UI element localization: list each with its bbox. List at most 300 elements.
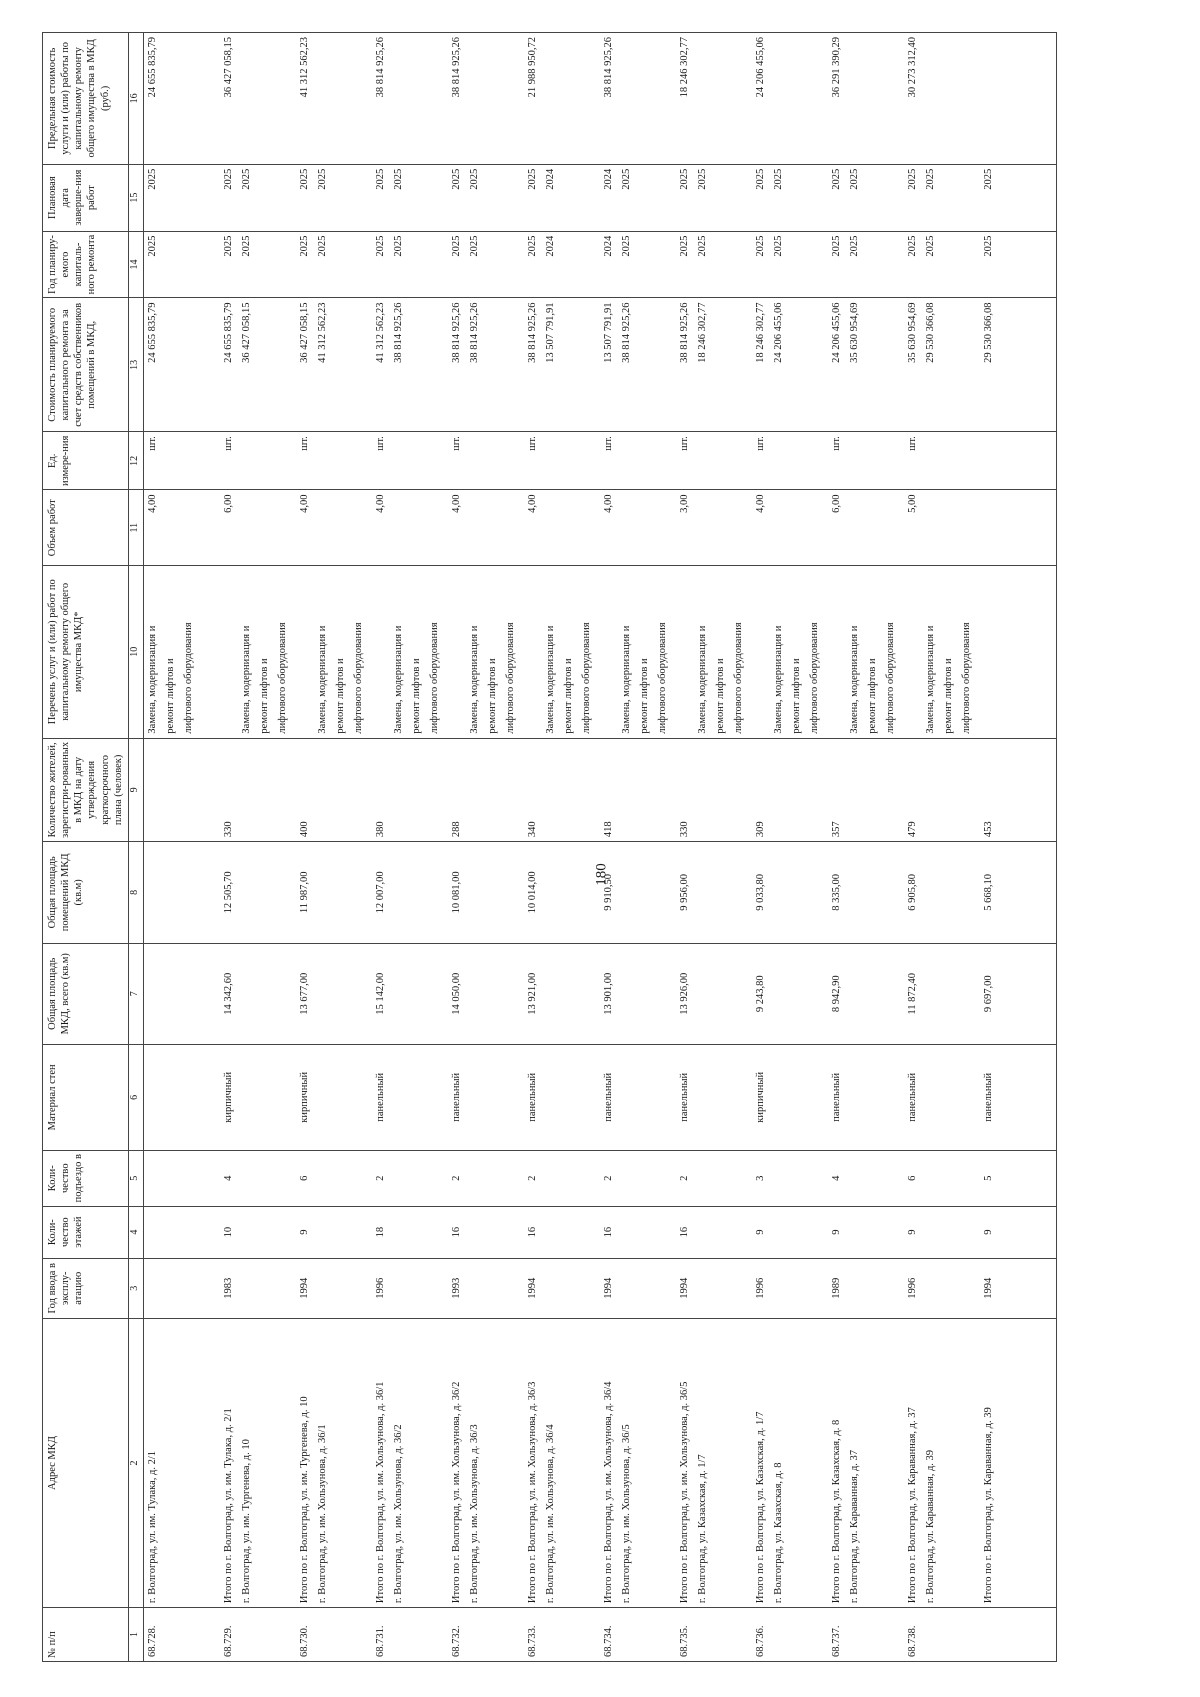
cost-cell [448,298,524,432]
plan-year-cell-line [1018,236,1036,294]
plan-year-cell-line: 2025 [298,235,310,257]
residents-cell-value: 418 [602,821,614,838]
rooms-area-cell [524,842,600,943]
end-year-cell [752,164,828,231]
column-header: Количество жителей, зарегистри-рованных в МКД на дату утверждения краткосрочного плана (человек) [43,738,129,842]
entrances-cell-value: 2 [450,1175,462,1181]
entrances-cell [676,1150,752,1206]
limit-cost-cell [980,33,1057,165]
floors-cell-value: 9 [982,1229,994,1235]
works-cell-line: ремонт лифтов и [410,658,422,734]
cost-cell-line [486,302,504,427]
unit-cell [600,432,676,490]
cost-cell-line [942,302,960,427]
address-cell [372,1318,448,1607]
address-cell-line: Итого по г. Волгоград, ул. им. Тулака, д. 2/1 [222,1408,234,1604]
address-cell-line [714,1323,732,1603]
residents-cell-value: 340 [526,821,538,838]
floors-cell-value: 9 [906,1229,918,1235]
volume-cell-value: 4,00 [526,494,538,513]
plan-year-cell-line: 2025 [982,235,994,257]
limit-cost-cell [220,33,296,165]
volume-cell [600,490,676,566]
works-cell [828,565,904,738]
end-year-cell-line [164,169,182,227]
total-area-cell-value: 13 926,00 [678,972,690,1015]
end-year-cell-line: 2025 [754,168,766,190]
row-number-value: 68.736. [754,1625,766,1657]
works-cell-line [200,570,218,734]
plan-year-cell-line: 2025 [526,235,538,257]
cost-cell-line [960,302,978,427]
rooms-area-cell [676,842,752,943]
volume-cell [143,490,220,566]
plan-year-cell-line [808,236,826,294]
plan-year-cell-line: 2025 [392,235,404,257]
address-cell-line [182,1323,200,1603]
floors-cell-value: 16 [450,1226,462,1238]
works-cell [676,565,752,738]
residents-cell [600,738,676,842]
end-year-cell-line: 2025 [906,168,918,190]
column-number: 9 [128,738,143,842]
residents-cell [143,738,220,842]
plan-year-cell-line [562,236,580,294]
cost-cell-line: 24 655 835,79 [146,302,158,363]
column-number: 4 [128,1206,143,1258]
entrances-cell-value: 4 [830,1175,842,1181]
volume-cell [752,490,828,566]
year-cell [904,1258,980,1318]
end-year-cell-line [1036,169,1054,227]
cost-cell-line [200,302,218,427]
plan-year-cell [372,231,448,298]
plan-year-cell-line: 2024 [602,235,614,257]
column-header: Объем работ [43,490,129,566]
address-cell-line [352,1323,370,1603]
column-number: 10 [128,565,143,738]
address-cell [600,1318,676,1607]
cost-cell-line [1000,302,1018,427]
plan-year-cell-line: 2025 [468,235,480,257]
cost-cell-line: 29 530 366,08 [924,302,936,363]
floors-cell [143,1206,220,1258]
works-cell-line [1000,570,1018,734]
year-cell [980,1258,1057,1318]
plan-year-cell-line [942,236,960,294]
works-cell-line: Замена, модернизация и [392,625,404,734]
year-cell-value: 1994 [982,1277,994,1299]
works-cell-line: ремонт лифтов и [258,658,270,734]
end-year-cell-line [638,169,656,227]
unit-cell-value: шт. [526,436,538,451]
column-header: Плановая дата заверше-ния работ [43,164,129,231]
address-cell-line [258,1323,276,1603]
total-area-cell [296,943,372,1044]
entrances-cell-value: 2 [374,1175,386,1181]
entrances-cell [296,1150,372,1206]
address-cell-line: Итого по г. Волгоград, ул. им. Хользунова, д. 36/4 [602,1381,614,1604]
plan-year-cell-line: 2025 [772,235,784,257]
cost-cell-line [638,302,656,427]
works-cell-line: Замена, модернизация и [146,625,158,734]
floors-cell-value: 10 [222,1226,234,1238]
cost-cell-line: 36 427 058,15 [240,302,252,363]
end-year-cell-line [410,169,428,227]
unit-cell-value: шт. [450,436,462,451]
walls-cell-value: панельный [602,1072,614,1122]
end-year-cell-line: 2025 [696,168,708,190]
rooms-area-cell [904,842,980,943]
residents-cell [448,738,524,842]
cost-cell-line [714,302,732,427]
end-year-cell [372,164,448,231]
walls-cell [752,1044,828,1150]
row-number-value: 68.731. [374,1625,386,1657]
cost-cell-line [182,302,200,427]
end-year-cell [524,164,600,231]
table-row [904,33,980,1662]
limit-cost-cell-value: 18 246 302,77 [678,37,690,98]
address-cell-line [504,1323,522,1603]
table-row [600,33,676,1662]
address-cell-line [808,1323,826,1603]
limit-cost-cell-value: 21 988 950,72 [526,37,538,98]
end-year-cell [828,164,904,231]
plan-year-cell [600,231,676,298]
cost-cell-line: 38 814 925,26 [392,302,404,363]
row-number [828,1608,904,1662]
column-header: Ед. измере-ния [43,432,129,490]
walls-cell [980,1044,1057,1150]
address-cell-line [960,1323,978,1603]
residents-cell [676,738,752,842]
address-cell-line: г. Волгоград, ул. им. Тургенева, д. 10 [240,1439,252,1604]
row-number-value: 68.730. [298,1625,310,1657]
end-year-cell-line [562,169,580,227]
address-cell-line: Итого по г. Волгоград, ул. им. Хользунова, д. 36/2 [450,1381,462,1604]
residents-cell-value: 309 [754,821,766,838]
year-cell [448,1258,524,1318]
total-area-cell [524,943,600,1044]
plan-year-cell-line: 2024 [544,235,556,257]
unit-cell [828,432,904,490]
works-cell-line: ремонт лифтов и [334,658,346,734]
residents-cell-value: 453 [982,821,994,838]
walls-cell-value [146,1049,164,1146]
cost-cell [524,298,600,432]
volume-cell [372,490,448,566]
row-number-value: 68.732. [450,1625,462,1657]
volume-cell [524,490,600,566]
address-cell-line: Итого по г. Волгоград, ул. Казахская, д. 1/7 [754,1411,766,1604]
volume-cell [676,490,752,566]
works-cell [904,565,980,738]
row-number-value: 68.728. [146,1625,158,1657]
end-year-cell-line [790,169,808,227]
works-cell-line [830,570,848,734]
unit-cell [143,432,220,490]
plan-year-cell-line [200,236,218,294]
cost-cell-line [334,302,352,427]
works-cell-line [374,570,392,734]
cost-cell-line [866,302,884,427]
walls-cell [904,1044,980,1150]
total-area-cell [220,943,296,1044]
end-year-cell-line [182,169,200,227]
end-year-cell-line: 2025 [772,168,784,190]
residents-cell [980,738,1057,842]
cost-cell-line: 38 814 925,26 [450,302,462,363]
row-number [524,1608,600,1662]
volume-cell [904,490,980,566]
floors-cell-value [146,1211,164,1254]
plan-year-cell [143,231,220,298]
plan-year-cell-line: 2025 [222,235,234,257]
end-year-cell [676,164,752,231]
plan-year-cell-line: 2025 [240,235,252,257]
unit-cell-value: шт. [602,436,614,451]
plan-year-cell [220,231,296,298]
cost-cell-line: 13 507 791,91 [544,302,556,363]
address-cell [220,1318,296,1607]
volume-cell [448,490,524,566]
floors-cell-value: 16 [678,1226,690,1238]
residents-cell [296,738,372,842]
row-number-value: 68.734. [602,1625,614,1657]
walls-cell [372,1044,448,1150]
unit-cell-value: шт. [222,436,234,451]
limit-cost-cell [828,33,904,165]
residents-cell-value: 400 [298,821,310,838]
unit-cell [220,432,296,490]
floors-cell-value: 9 [754,1229,766,1235]
entrances-cell-value: 4 [222,1175,234,1181]
column-number: 5 [128,1150,143,1206]
plan-year-cell [676,231,752,298]
plan-year-cell-line: 2025 [848,235,860,257]
address-cell-line [656,1323,674,1603]
address-cell-line [276,1323,294,1603]
works-cell-line: ремонт лифтов и [638,658,650,734]
rooms-area-cell-value: 10 081,00 [450,871,462,914]
plan-year-cell [296,231,372,298]
column-header: Коли-чество подъездо в [43,1150,129,1206]
plan-year-cell-line [960,236,978,294]
year-cell [828,1258,904,1318]
limit-cost-cell [904,33,980,165]
floors-cell [828,1206,904,1258]
total-area-cell-value: 13 901,00 [602,972,614,1015]
walls-cell-value: панельный [906,1072,918,1122]
plan-year-cell [828,231,904,298]
total-area-cell-value: 13 677,00 [298,972,310,1015]
residents-cell [828,738,904,842]
works-cell-line: ремонт лифтов и [164,658,176,734]
unit-cell-value: шт. [374,436,386,451]
plan-year-cell [524,231,600,298]
entrances-cell-value: 5 [982,1175,994,1181]
floors-cell [752,1206,828,1258]
table-row [980,33,1057,1662]
total-area-cell-value: 11 872,40 [906,972,918,1015]
works-cell [372,565,448,738]
walls-cell-value: панельный [374,1072,386,1122]
total-area-cell [980,943,1057,1044]
year-cell-value: 1996 [754,1277,766,1299]
cost-cell-line [656,302,674,427]
plan-year-cell-line [428,236,446,294]
column-header: Коли-чество этажей [43,1206,129,1258]
unit-cell [296,432,372,490]
year-cell [296,1258,372,1318]
address-cell-line [486,1323,504,1603]
cost-cell-line [732,302,750,427]
column-header: Год планиру-емого капиталь-ного ремонта [43,231,129,298]
address-cell-line [200,1323,218,1603]
works-cell-line: Замена, модернизация и [240,625,252,734]
total-area-cell-value: 13 921,00 [526,972,538,1015]
cost-cell-line [580,302,598,427]
walls-cell-value: панельный [830,1072,842,1122]
volume-cell-value: 4,00 [298,494,310,513]
works-cell-line [1018,570,1036,734]
works-cell-line: Замена, модернизация и [924,625,936,734]
rooms-area-cell [143,842,220,943]
residents-cell-value [146,743,164,838]
rooms-area-cell [828,842,904,943]
address-cell-line: Итого по г. Волгоград, ул. им. Хользунова, д. 36/3 [526,1381,538,1604]
cost-cell-line [352,302,370,427]
floors-cell [600,1206,676,1258]
plan-year-cell-line [638,236,656,294]
end-year-cell [904,164,980,231]
end-year-cell-line [808,169,826,227]
plan-year-cell-line [656,236,674,294]
address-cell [904,1318,980,1607]
row-number-value: 68.738. [906,1625,918,1657]
cost-cell-line: 38 814 925,26 [526,302,538,363]
rooms-area-cell [448,842,524,943]
volume-cell-value: 3,00 [678,494,690,513]
column-number: 2 [128,1318,143,1607]
column-number: 16 [128,33,143,165]
works-cell-line: Замена, модернизация и [468,625,480,734]
end-year-cell-line: 2025 [222,168,234,190]
works-cell-line: ремонт лифтов и [562,658,574,734]
year-cell [752,1258,828,1318]
plan-year-cell-line [486,236,504,294]
row-number [676,1608,752,1662]
entrances-cell-value: 2 [526,1175,538,1181]
floors-cell [296,1206,372,1258]
cost-cell-line: 18 246 302,77 [696,302,708,363]
limit-cost-cell [143,33,220,165]
end-year-cell-line: 2025 [620,168,632,190]
plan-year-cell-line [182,236,200,294]
column-number: 12 [128,432,143,490]
works-cell-line: лифтового оборудования [884,622,896,734]
plan-year-cell-line: 2025 [316,235,328,257]
walls-cell-value: панельный [526,1072,538,1122]
cost-cell-line [1018,302,1036,427]
end-year-cell-line [1000,169,1018,227]
capital-repair-table [42,32,1057,1662]
volume-cell-value [982,494,1000,561]
end-year-cell-line: 2025 [316,168,328,190]
end-year-cell-line: 2025 [240,168,252,190]
floors-cell-value: 18 [374,1226,386,1238]
rooms-area-cell [600,842,676,943]
end-year-cell-line [866,169,884,227]
end-year-cell-line: 2025 [678,168,690,190]
cost-cell-line: 24 206 455,06 [830,302,842,363]
limit-cost-cell [676,33,752,165]
unit-cell-value: шт. [298,436,310,451]
rotated-page [42,32,1152,1662]
page-number: 180 [593,863,610,886]
address-cell-line: Итого по г. Волгоград, ул. Караванная, д. 37 [906,1407,918,1604]
plan-year-cell-line [732,236,750,294]
year-cell [220,1258,296,1318]
cost-cell-line [1036,302,1054,427]
end-year-cell-line [276,169,294,227]
total-area-cell-value: 9 697,00 [982,975,994,1013]
entrances-cell [143,1150,220,1206]
year-cell [372,1258,448,1318]
cost-cell [600,298,676,432]
end-year-cell-line: 2025 [830,168,842,190]
total-area-cell-value: 14 342,60 [222,972,234,1015]
entrances-cell [372,1150,448,1206]
limit-cost-cell-value: 30 273 312,40 [906,37,918,98]
total-area-cell [752,943,828,1044]
column-number: 14 [128,231,143,298]
cost-cell-line: 41 312 562,23 [316,302,328,363]
row-number-value: 68.737. [830,1625,842,1657]
cost-cell [828,298,904,432]
address-cell [143,1318,220,1607]
plan-year-cell-line [410,236,428,294]
end-year-cell-line: 2025 [468,168,480,190]
column-header: Год ввода в эксплу-атацию [43,1258,129,1318]
address-cell [448,1318,524,1607]
address-cell-line: г. Волгоград, ул. Казахская, д. 1/7 [696,1454,708,1604]
end-year-cell-line [884,169,902,227]
floors-cell [676,1206,752,1258]
end-year-cell-line [200,169,218,227]
works-cell-line: ремонт лифтов и [714,658,726,734]
table-row [143,33,220,1662]
entrances-cell-value: 6 [298,1175,310,1181]
residents-cell [220,738,296,842]
walls-cell [448,1044,524,1150]
unit-cell-value: шт. [678,436,690,451]
address-cell [752,1318,828,1607]
rooms-area-cell-value: 12 505,70 [222,871,234,914]
end-year-cell-line [352,169,370,227]
cost-cell-line [790,302,808,427]
works-cell-line [450,570,468,734]
cost-cell-line: 38 814 925,26 [678,302,690,363]
works-cell-line: ремонт лифтов и [790,658,802,734]
entrances-cell [828,1150,904,1206]
residents-cell [372,738,448,842]
total-area-cell [448,943,524,1044]
walls-cell [676,1044,752,1150]
walls-cell [828,1044,904,1150]
address-cell-line [1018,1323,1036,1603]
